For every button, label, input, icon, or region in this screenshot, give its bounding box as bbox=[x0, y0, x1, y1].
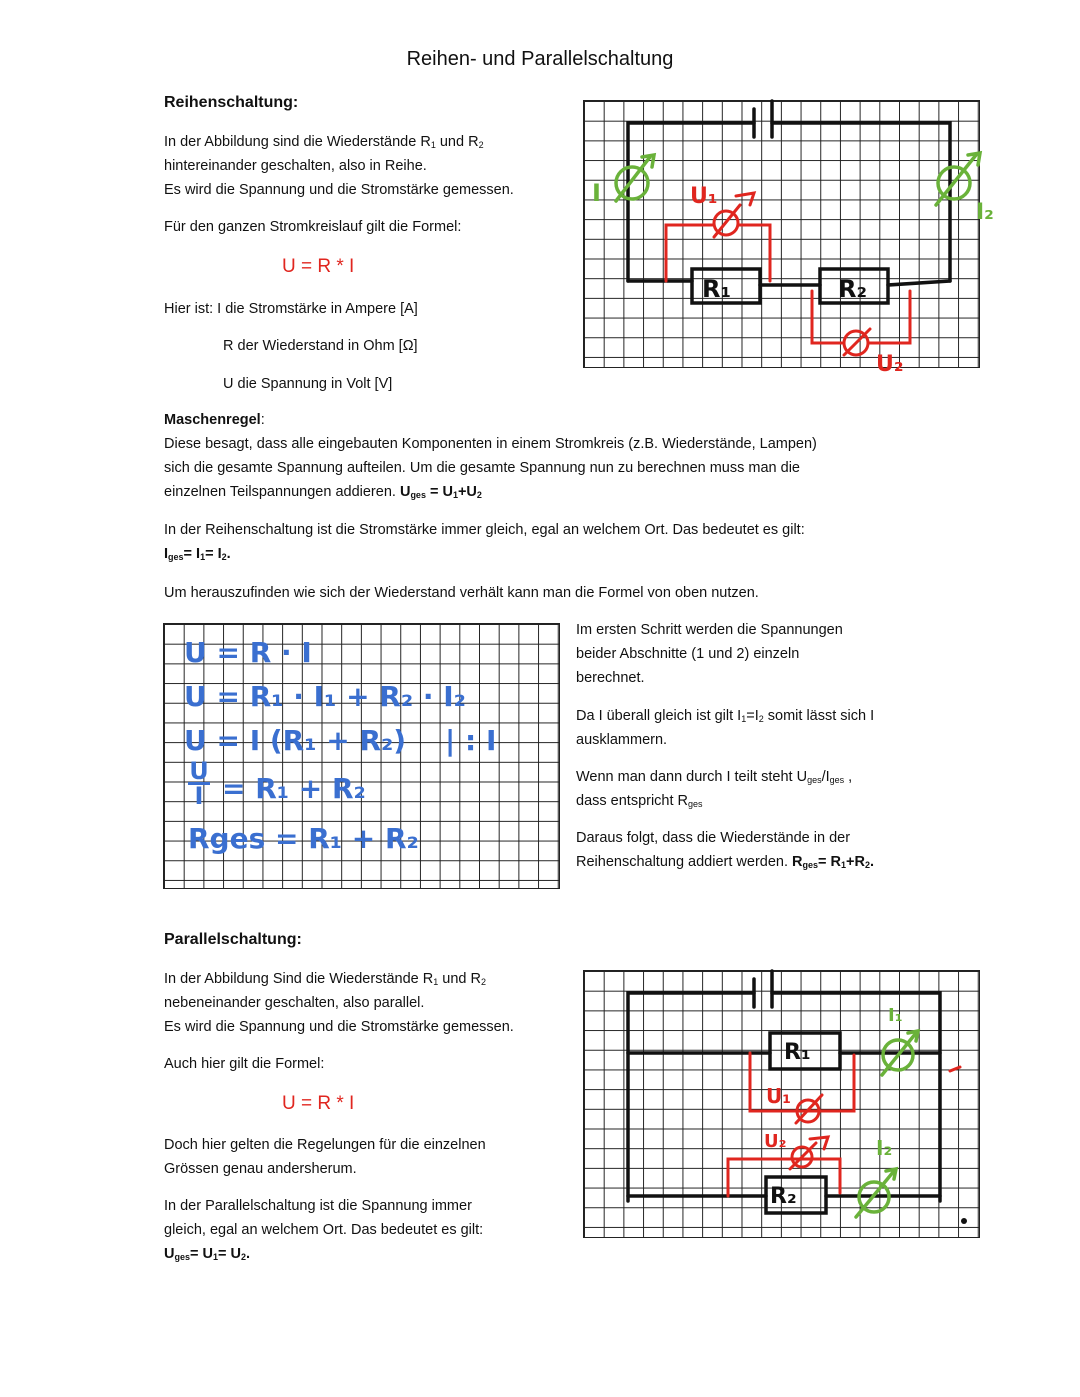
maschenregel-heading: Maschenregel bbox=[164, 412, 261, 428]
handwritten-line-3: U = I (R₁ + R₂) | : I bbox=[184, 724, 497, 757]
series-u2-label: U₂ bbox=[876, 352, 904, 377]
parallel-formula: U = R * I bbox=[282, 1093, 355, 1114]
reihe-formula: U = R * I bbox=[282, 256, 355, 277]
def-voltage: U die Spannung in Volt [V] bbox=[223, 376, 393, 392]
derivation-grid bbox=[163, 623, 560, 889]
parallel-heading: Parallelschaltung: bbox=[164, 931, 302, 948]
current-rule: In der Reihenschaltung ist die Stromstärke immer gleich, egal an welchem Ort. Das bedeutet es gilt: $I_{ges}= I_1= I_2$. bbox=[164, 522, 805, 562]
handwritten-fraction: U I bbox=[189, 757, 209, 810]
series-r2-label: R₂ bbox=[838, 275, 867, 303]
reihe-formula-intro: Für den ganzen Stromkreislauf gilt die Formel: bbox=[164, 219, 462, 235]
step-1: Im ersten Schritt werden die Spannungen beider Abschnitte (1 und 2) einzeln berechnet. bbox=[576, 622, 843, 686]
handwritten-line-4: = R₁ + R₂ bbox=[222, 772, 366, 805]
parallel-r2-label: R₂ bbox=[770, 1184, 797, 1209]
maschenregel-section: Maschenregel: Diese besagt, dass alle eingebauten Komponenten in einem Stromkreis (z.B. Wiederstände, Lampen) sich die gesamte Spannung aufteilen. Um die gesamte Spannung nun zu berechnen muss man die einzelnen Teilspannungen addieren. $U_{ges} = U_1+U_2$ bbox=[164, 412, 817, 500]
page-title: Reihen- und Parallelschaltung bbox=[406, 48, 674, 70]
step-3: Wenn man dann durch I teilt steht $U_{ges}/I_{ges}$ , dass entspricht $R_{ges}$ bbox=[576, 769, 853, 809]
parallel-u2-label: U₂ bbox=[764, 1131, 787, 1152]
parallel-doch: Doch hier gelten die Regelungen für die einzelnen Grössen genau andersherum. bbox=[164, 1137, 486, 1177]
handwritten-line-2: U = R₁ · I₁ + R₂ · I₂ bbox=[184, 680, 466, 713]
series-i2-label: I₂ bbox=[976, 200, 994, 225]
reihe-intro: In der Abbildung sind die Wiederstände $R_1$ und $R_2$ hintereinander geschalten, also in Reihe. Es wird die Spannung und die Stromstärke gemessen. bbox=[164, 134, 514, 198]
def-current: Hier ist: I die Stromstärke in Ampere [A] bbox=[164, 301, 418, 317]
parallel-u1-label: U₁ bbox=[766, 1084, 791, 1108]
def-resistance: R der Wiederstand in Ohm [Ω] bbox=[223, 338, 418, 354]
handwritten-line-1: U = R · I bbox=[184, 636, 312, 669]
parallel-r1-label: R₁ bbox=[784, 1040, 811, 1065]
parallel-intro: In der Abbildung Sind die Wiederstände $R_1$ und $R_2$ nebeneinander geschalten, also parallel. Es wird die Spannung und die Stromstärke gemessen. bbox=[164, 971, 514, 1035]
handwritten-line-5: Rges = R₁ + R₂ bbox=[188, 822, 419, 855]
step-2: Da I überall gleich ist gilt $I_1=I_2$ somit lässt sich I ausklammern. bbox=[576, 708, 875, 748]
parallel-circuit-diagram bbox=[583, 970, 980, 1238]
series-i-label: I bbox=[592, 179, 601, 207]
series-circuit-diagram bbox=[583, 100, 994, 377]
series-u1-label: U₁ bbox=[690, 184, 718, 209]
step-4: Daraus folgt, dass die Wiederstände in der Reihenschaltung addiert werden. $R_{ges}= R_1+R_2$. bbox=[576, 830, 875, 870]
reihe-heading: Reihenschaltung: bbox=[164, 94, 299, 111]
resistance-intro: Um herauszufinden wie sich der Wiederstand verhält kann man die Formel von oben nutzen. bbox=[164, 585, 759, 601]
parallel-i2-label: I₂ bbox=[876, 1136, 893, 1160]
ink-dot bbox=[961, 1218, 967, 1224]
parallel-formula-intro: Auch hier gilt die Formel: bbox=[164, 1056, 325, 1072]
series-r1-label: R₁ bbox=[702, 275, 731, 303]
parallel-voltage-rule: In der Parallelschaltung ist die Spannung immer gleich, egal an welchem Ort. Das bedeutet es gilt: $U_{ges}= U_1= U_2$. bbox=[164, 1198, 484, 1262]
parallel-i1-label: I₁ bbox=[888, 1005, 903, 1026]
